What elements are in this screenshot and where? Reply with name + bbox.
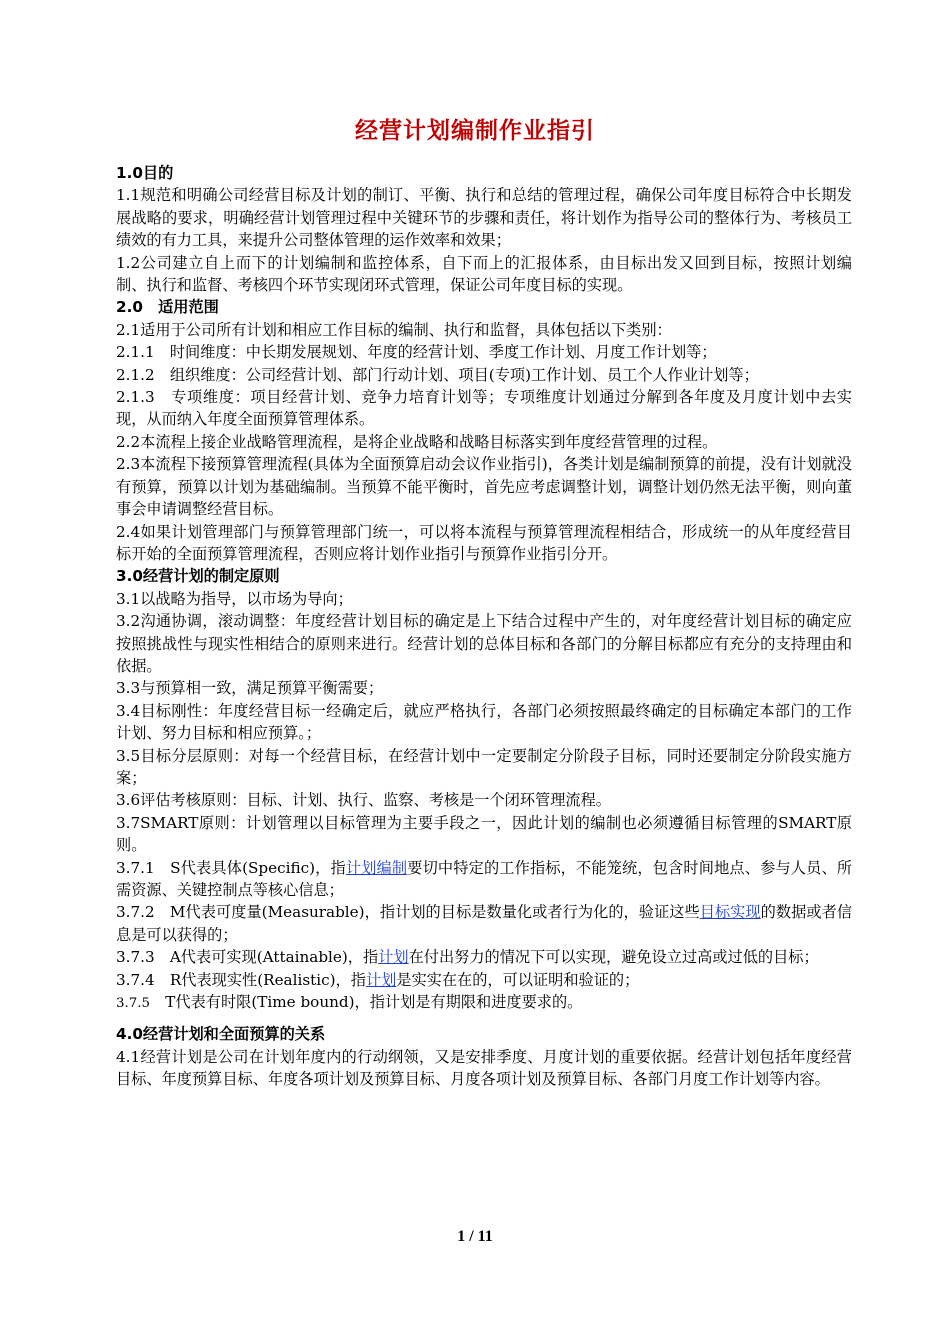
text-run: 3.7.1 S代表具体(Specific)，指 [116,858,346,877]
text-run: 要切中特定的工作指标，不能笼统，包含时间地点、参与人员、所需资源、关键控制点等核心信息； [116,858,853,899]
paragraph [116,991,852,1015]
paragraph [116,857,852,902]
text-run: 3.7.4 R代表现实性(Realistic)，指 [116,970,366,989]
paragraph: 2.1.2 组织维度：公司经营计划、部门行动计划、项目(专项)工作计划、员工个人作业计划等； [116,365,759,384]
paragraph: 3.2沟通协调，滚动调整：年度经营计划目标的确定是上下结合过程中产生的，对年度经营计划目标的确定应按照挑战性与现实性相结合的原则来进行。经营计划的总体目标和各部门的分解目标都应有充分的支持理由和依据。 [116,612,852,675]
paragraph [116,969,852,991]
paragraph: 2.4如果计划管理部门与预算管理部门统一，可以将本流程与预算管理流程相结合，形成统一的从年度经营目标开始的全面预算管理流程，否则应将计划作业指引与预算作业指引分开。 [116,522,852,563]
text-run: 在付出努力的情况下可以实现，避免设立过高或过低的目标； [408,948,819,967]
paragraph: 3.7SMART原则：计划管理以目标管理为主要手段之一，因此计划的编制也必须遵循目标管理的SMART原则。 [116,813,852,855]
section-heading: 4.0经营计划和全面预算的关系 [116,1025,326,1044]
link-plan-compilation[interactable]: 计划编制 [345,858,408,877]
paragraph: 1.1规范和明确公司经营目标及计划的制订、平衡、执行和总结的管理过程，确保公司年度目标符合中长期发展战略的要求，明确经营计划管理过程中关键环节的步骤和责任，将计划作为指导公司的整体行为、考核员工绩效的有力工具，来提升公司整体管理的运作效率和效果； [116,186,852,250]
paragraph: 3.3与预算相一致，满足预算平衡需要； [116,679,384,698]
paragraph: 3.6评估考核原则：目标、计划、执行、监察、考核是一个闭环管理流程。 [116,791,611,810]
paragraph: 3.4目标刚性：年度经营目标一经确定后，就应严格执行，各部门必须按照最终确定的目标确定本部门的工作计划、努力目标和相应预算。； [116,701,852,743]
paragraph [116,946,852,968]
paragraph: 2.1适用于公司所有计划和相应工作目标的编制、执行和监督，具体包括以下类别： [116,320,672,339]
item-number: 3.7.5 [116,996,151,1012]
link-plan[interactable]: 计划 [378,948,409,967]
paragraph: 2.1.1 时间维度：中长期发展规划、年度的经营计划、季度工作计划、月度工作计划等； [116,343,717,362]
text-run: 的数据或者信息是可以获得的； [116,903,853,944]
text-run: 是实实在在的，可以证明和验证的； [396,970,640,989]
document-title: 经营计划编制作业指引 [355,118,595,144]
paragraph: 3.5目标分层原则：对每一个经营目标，在经营计划中一定要制定分阶段子目标，同时还要制定分阶段实施方案； [116,746,852,787]
link-plan[interactable]: 计划 [365,970,397,989]
section-heading: 3.0经营计划的制定原则 [116,567,280,586]
link-goal-achievement[interactable]: 目标实现 [699,903,761,922]
section-heading: 1.0目的 [116,164,174,182]
paragraph: 2.1.3 专项维度：项目经营计划、竞争力培育计划等；专项维度计划通过分解到各年度及月度计划中去实现，从而纳入年度全面预算管理体系。 [116,388,852,429]
text-run: T代表有时限(Time bound)，指计划是有期限和进度要求的。 [150,993,583,1012]
text-run: 3.7.2 M代表可度量(Measurable)，指计划的目标是数量化或者行为化的，验证这些 [116,903,700,922]
text-run: 3.7.3 A代表可实现(Attainable)，指 [116,948,379,967]
section-heading: 2.0 适用范围 [116,298,219,317]
document-body [116,162,852,1091]
paragraph: 2.3本流程下接预算管理流程(具体为全面预算启动会议作业指引)，各类计划是编制预算的前提，没有计划就没有预算，预算以计划为基础编制。当预算不能平衡时，首先应考虑调整计划，调整计划仍然无法平衡，则向董事会申请调整经营目标。 [116,455,852,519]
paragraph: 4.1经营计划是公司在计划年度内的行动纲领，又是安排季度、月度计划的重要依据。经营计划包括年度经营目标、年度预算目标、年度各项计划及预算目标、月度各项计划及预算目标、各部门月度工作计划等内容。 [116,1047,852,1089]
paragraph: 2.2本流程上接企业战略管理流程，是将企业战略和战略目标落实到年度经营管理的过程。 [116,432,718,451]
page-number: 1 / 11 [457,1228,493,1245]
paragraph: 3.1以战略为指导，以市场为导向； [116,589,353,608]
paragraph: 1.2公司建立自上而下的计划编制和监控体系，自下而上的汇报体系，由目标出发又回到目标，按照计划编制、执行和监督、考核四个环节实现闭环式管理，保证公司年度目标的实现。 [116,253,852,295]
paragraph [116,901,852,946]
